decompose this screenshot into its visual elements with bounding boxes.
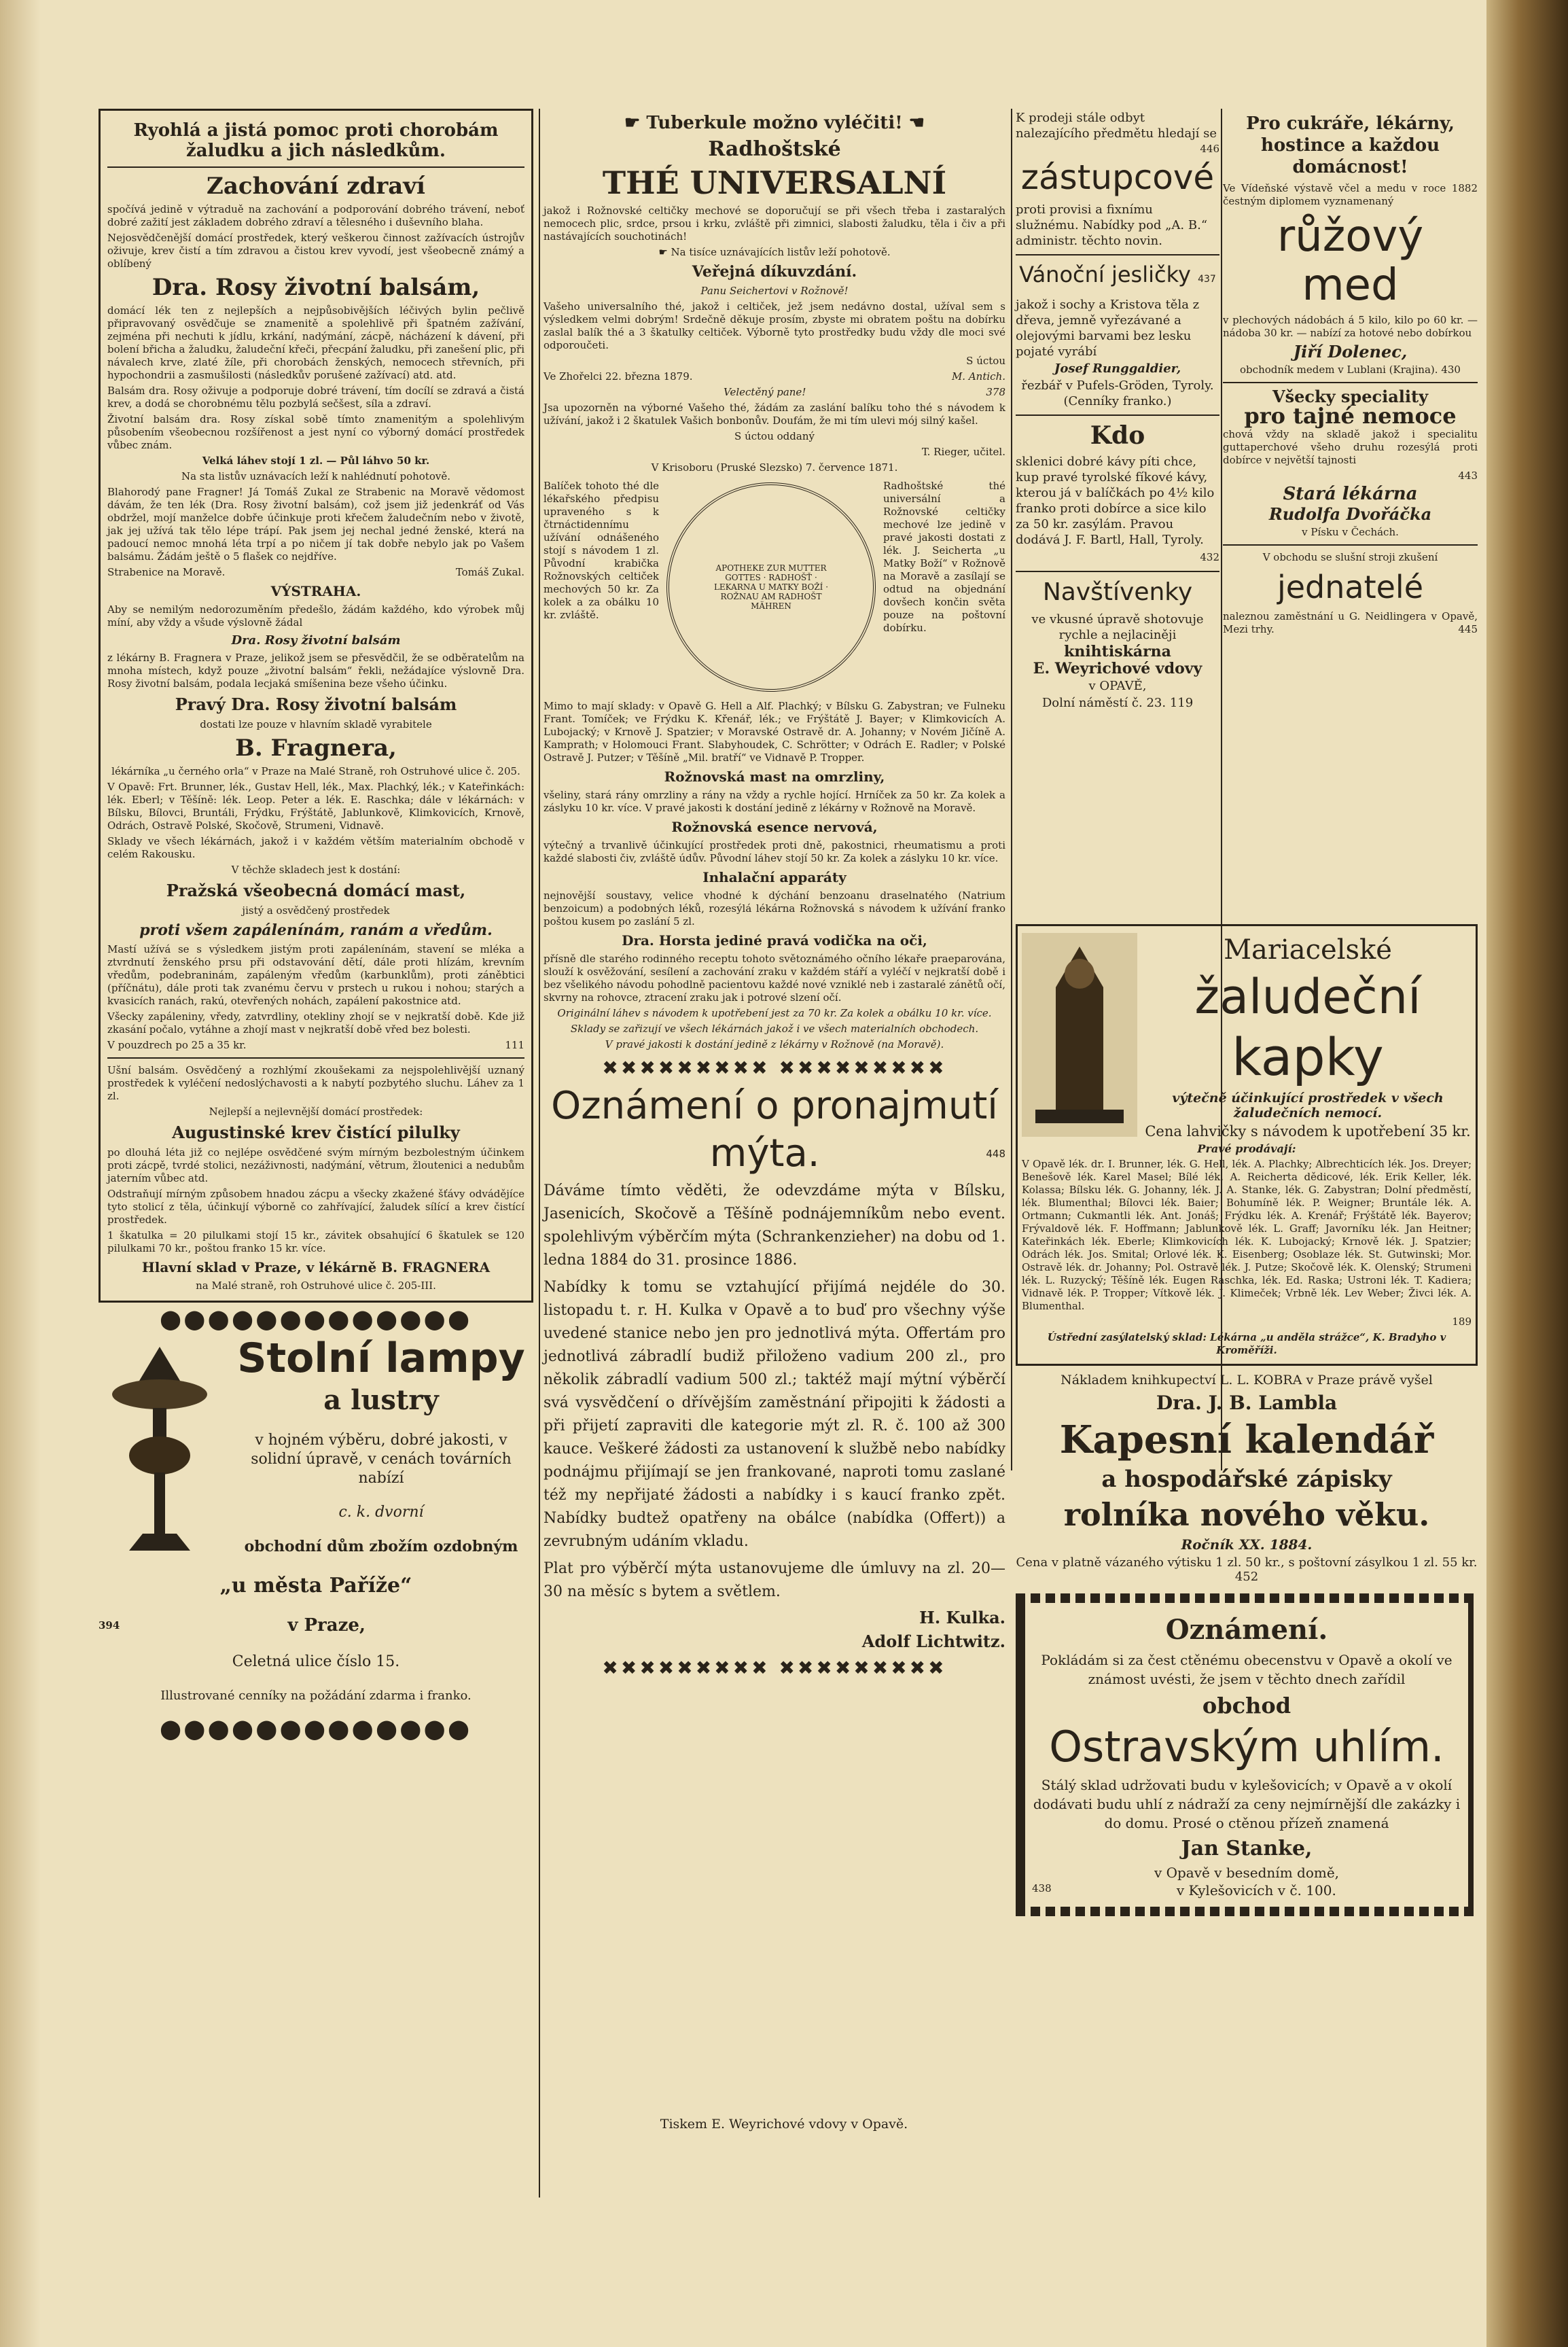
ad-text: Nejlepší a nejlevnější domácí prostředek:: [209, 1106, 423, 1118]
ad-heading: Kdo: [1090, 421, 1145, 450]
product-name: Dra. Rosy životní balsám,: [152, 274, 480, 301]
ad-subheading: Pravé prodávají:: [1197, 1142, 1296, 1155]
ad-heading: Stolní lampy: [237, 1335, 525, 1382]
divider: [107, 1057, 524, 1059]
printer-imprint: [0, 2117, 1568, 2132]
ad-text: ve vkusné úpravě shotovuje rychle a nejlaciněji: [1031, 612, 1204, 642]
divider: [1016, 254, 1219, 255]
testimonial-signature: [107, 566, 524, 579]
price-text: Cena v platně vázaného výtisku 1 zl. 50 kr., s poštovní zásylkou 1 zl. 55 kr.: [1016, 1555, 1478, 1570]
signature: H. Kulka.: [919, 1608, 1005, 1627]
ad-number: 111: [505, 1039, 524, 1051]
sign-place: Strabenice na Moravě.: [107, 566, 226, 578]
testimonial-signature: S úctou: [966, 355, 1005, 367]
ad-number: 189: [1452, 1316, 1472, 1328]
ad-text: Balsám dra. Rosy oživuje a podporuje dobré trávení, tím docílí se zdravá a čistá krev, a dodá se chorobnému tělu pozbylá sečšest, síla a zdraví.: [107, 385, 524, 410]
ad-text: Sklady ve všech lékárnách, jakož i v každém větším materialním obchodě v celém Rakousku.: [107, 835, 524, 860]
ad-lamps: [99, 1336, 533, 1706]
ad-text: V Opavě lék. dr. I. Brunner, lék. G. Hell, lék. A. Plachky; Albrechticích lék. Jos. Dreyer; Benešově lék. Karel Masel; Bílé lék. A. Reichertа dědicové, lék. Erik Keller, lék. Kolassa; Bílsku lék. G. Johanny, lék. J. A. Stanke, lék. G. Zabystran; Dolní předměstí, lék. Blumenthal; Bílovci lék. Baier; Bohumíně lék. P. Weigner; Bruntále lék. A. Ortmann; Cukmantli lék. Ant. Jonáš; Frýdku lék. A. Krenář; Frýštátě lék. Bayerov; Frývaldově lék. F. Hoffmann; Jablunkově lék. L. Graff; Javorníku lék. Jan Heitner; Kateřinkách lék. Eberle; Klimkovicích lék. K. Lubojacký; Krnově lék. J. Spatzier; Odrách lék. Jos. Smital; Orlové lék. K. Eisenberg; Osoblaze lék. St. Gutwinski; Mor. Ostravě lék. dr. Johanny; Pol. Ostravě lék. J. Putze; Skočově lék. K. Olenský; Strumeni lék. L. Ruzycký; Těšíně lék. Eugen Raschka, lék. Ed. Raska; Ustroni lék. T. Kadiera; Vidnavě lék. P. Tropper; Vítkově lék. J. Klimeček; Vrbně lék. Lev Weber; Živci lék. A. Blumenthal.: [1022, 1158, 1472, 1312]
ad-number: 394: [99, 1619, 120, 1631]
ad-text: V těchže skladech jest k dostání:: [231, 864, 401, 876]
author: Dra. J. B. Lambla: [1156, 1392, 1338, 1414]
price: Cena lahvičky s návodem k upotřebení 35 kr.: [1145, 1123, 1471, 1140]
ad-number-line: [1022, 1316, 1472, 1328]
ad-heading: Oznámení.: [1165, 1614, 1328, 1646]
ad-subheading: Inhalační apparáty: [702, 869, 847, 885]
ad-heading: kapky: [1232, 1027, 1384, 1087]
column-3: [1016, 109, 1219, 712]
ad-text: Ve Vídeňské výstavě včel a medu v roce 1882 čestným diplomem vyznamenaný: [1223, 182, 1478, 207]
ad-text: [1032, 1882, 1461, 1899]
signature: Adolf Lichtwitz.: [861, 1631, 1005, 1651]
ad-heading: jednatelé: [1277, 569, 1424, 605]
testimonial-signature: S úctou oddaný: [734, 430, 815, 442]
testimonial-signature: V Krisoboru (Pruské Slezsko) 7. července 1871.: [651, 461, 898, 474]
ad-text: výtečně účinkující prostředek v všech žaludečních nemocí.: [1172, 1091, 1444, 1120]
price: Velká láhev stojí 1 zl. — Půl láhvo 50 kr.: [202, 455, 430, 467]
ad-text: spočívá jedině v výtraduě na zachování a podporování dobrého trávení, neboť dobré zažití jest základem dobrého zdraví a tělesného i duševního blaha.: [107, 203, 524, 228]
price: [1016, 1555, 1478, 1584]
product-name: růžový med: [1277, 211, 1424, 311]
ad-heading: a lustry: [323, 1384, 439, 1416]
ad-text: Plat pro výběrčí mýta ustanovujeme dle úmluvy na zl. 20—30 na měsíc s bytem a světlem.: [544, 1560, 1005, 1600]
pharmacy-seal: [666, 482, 876, 692]
ad-text: Pokládám si za čest ctěnému obecenstvu v Opavě a okolí ve známost uvésti, že jsem v těchto dnech zařídil: [1041, 1652, 1453, 1687]
firm-name: obchodní dům zbožím ozdobným: [244, 1538, 518, 1555]
maker-name: Stará lékárna: [1283, 484, 1418, 504]
divider: [1223, 544, 1478, 546]
ad-text: po dlouhá léta již co nejlépe osvědčené svým mírným bezbolestným účinkem proti zácpě, tvrdé stolici, nezáživnosti, nadýmání, větrum, žloutenici a nedubům jaterním vůbec atd.: [107, 1146, 524, 1184]
testimonial-signature: [544, 370, 1005, 383]
divider: [1223, 382, 1478, 383]
ad-number: 446: [1200, 143, 1219, 155]
ad-heading: [1016, 261, 1219, 293]
ad-text: Radhoštské thé universální a Rožnovské celtičky mechové lze jedině v pravé jakosti dostati z lék. J. Seicherta „u Matky Boží“ v Rožnově na Moravě a zasílají se odtud na objednání dovšech končin světa pouze na poštovní dobírku.: [883, 480, 1005, 634]
divider: [1016, 571, 1219, 572]
ad-heading: THÉ UNIVERSALNÍ: [602, 164, 947, 201]
ad-heading: Zachování zdraví: [207, 173, 425, 200]
ad-text: Panu Seichertovi v Rožnově!: [700, 285, 849, 297]
ad-subheading: obchod: [1202, 1693, 1291, 1718]
ad-text: V pravé jakosti k dostání jedině z lékárny v Rožnově (na Moravě).: [605, 1038, 944, 1051]
ad-text: nejnovější soustavy, velice vhodné k dýchání benzoanu draselnatého (Natrium benzoicum) a podobných léků, rozesýlá lékárna Rožnovská s návodem k užívání franko poštou kusem po zaslání 5 zl.: [544, 889, 1005, 928]
ad-rosy-balsam: [99, 109, 533, 1303]
testimonial: Jsa upozorněn na výborné Vašeho thé, žádám za zaslání balíku toho thé s návodem k užívání, jakož i 2 škatulek Vašich bonbonův. Doufám, že mi tím ulevi mój silný kašel.: [544, 402, 1005, 427]
ad-text: přísně dle starého rodinného receptu tohoto světoznámého očního lékaře praeparována, slouží k osvěžování, sesílení a zachování zraku v každém stáří a vyléčí v nejkratší době i bez všelikého návodu pohodlně pacientovu každé nové vzniklé neb i zastaralé zánětů očí, skvrny na rohovce, ztracení zraku jak i potrové slzení očí.: [544, 953, 1005, 1004]
page-binding-edge: [1486, 0, 1568, 2347]
firm-name: E. Weyrichové vdovy: [1033, 660, 1202, 677]
ad-text: V Opavě: Frt. Brunner, lék., Gustav Hell, lék., Max. Plachký, lék.; v Kateřinkách: lék. Eberl; v Těšíně: lék. Leop. Peter a lék. E. Raschka; dále v lékárnách: v Bílsku, Bílovci, Bruntáli, Frýdku, Frýštátě, Jablunkově, Klimkovicích, Krnově, Odrách, Ostravě Polské, Skočově, Strumeni, Vidnavě.: [107, 781, 524, 832]
ad-number: 437: [1198, 274, 1216, 285]
ad-coal: [1016, 1593, 1478, 1916]
price: [107, 1039, 524, 1052]
ad-text: Ústřední zasýlatelský sklad: Lékárna „u anděla strážce“, K. Bradyho v Kroměříži.: [1047, 1331, 1446, 1356]
ad-number-line: [1016, 549, 1219, 565]
lamp-illustration: [99, 1340, 221, 1564]
ad-subheading: Veřejná díkuvzdání.: [692, 263, 857, 281]
maker-name: B. Fragnera,: [235, 735, 397, 762]
ad-text: [1223, 610, 1478, 636]
address-text: v Kylešovicích v č. 100.: [1176, 1882, 1336, 1899]
ornament-row: ⬤⬤⬤⬤⬤⬤⬤⬤⬤⬤⬤⬤⬤: [160, 1308, 472, 1330]
ad-heading: žaludeční: [1194, 969, 1421, 1025]
ad-footer: Illustrované cenníky na požádání zdarma i franko.: [160, 1689, 471, 1703]
ad-text: Všecky zapáleniny, vředy, zatvrdliny, otekliny zhojí se v nejkratší době. Kde již zkasání počalo, vytáhne a zhojí mast v nejkratší době vřed bez bolesti.: [107, 1010, 524, 1036]
ad-heading: zástupcové: [1020, 158, 1215, 197]
ad-text: v Opavě v besedním domě,: [1154, 1865, 1340, 1881]
seal-text: APOTHEKE ZUR MUTTER GOTTES · RADHOŠŤ · LEKARNA U MATKY BOŽÍ · ROŽNAU AM RADHOŠT MÄHREN: [713, 563, 829, 611]
ad-heading: Ostravským uhlím.: [1049, 1722, 1444, 1771]
ad-number: 452: [1234, 1570, 1259, 1584]
ad-heading: pro tajné nemoce: [1244, 403, 1457, 429]
ad-heading: Augustinské krev čistící pilulky: [172, 1123, 460, 1142]
ad-text: výtečný a trvanlivě účinkující prostředek proti dně, pakostnici, rheumatismu a proti každé slabosti čiv, zvláště údův. Původní láhev stojí 50 kr. Za kolek a záslyku 10 kr. více.: [544, 839, 1005, 864]
sign-name: M. Antich.: [951, 370, 1005, 383]
ad-number: 432: [1200, 551, 1219, 563]
price: 1 škatulka = 20 pilulkami stojí 15 kr., závitek obsahující 6 škatulek se 120 pilulkami 70 kr., poštou franko 15 kr. více.: [107, 1229, 524, 1254]
ad-text: Stálý sklad udržovati budu v kylešovicích; v Opavě a v okolí dodávati budu uhlí z nádraží za ceny nejmírnější dle zakázky i do domu. Prosé o ctěnou přízeň znamená: [1033, 1777, 1461, 1831]
divider: [1016, 414, 1219, 416]
firm-address: Celetná ulice číslo 15.: [232, 1653, 400, 1670]
ad-heading: Radhoštské: [708, 137, 841, 161]
firm-city: [99, 1616, 533, 1635]
ad-text: Na sta listův uznávacích leží k nahlédnutí pohotově.: [181, 470, 451, 482]
ad-text: lékárníka „u černého orla“ v Praze na Malé Straně, roh Ostruhové ulice č. 205.: [111, 765, 520, 777]
ad-subheading: Rožnovská mast na omrzliny,: [664, 769, 885, 785]
ad-text: v hojném výběru, dobré jakosti, v solidní úpravě, v cenách továrních nabízí: [251, 1432, 512, 1487]
ad-heading: a hospodářské zápisky: [1101, 1466, 1392, 1493]
testimonial: Blahorodý pane Fragner! Já Tomáš Zukal ze Strabenic na Moravě vědomost dávám, že ten lék (Dra. Rosy životní balsám), což jsem již jedenkráť od Vás obdržel, mojí manželce dobře účinkuje proti křečem žaludečním nebo v životě, jak jej užívá tak tělo lépe trápí. Pak jsem jej nechal jedné ženské, která na padoucí nemoc mnohá léta trpí a po ničem jí tak dobře nebylo jak po Vašem balsámu. Žádám ještě o 5 flašek co nejdříve.: [107, 486, 524, 563]
ad-text-inline: Na tisíce uznávajících listův leží pohotově.: [671, 246, 891, 258]
ad-number: 448: [986, 1148, 1005, 1160]
ad-toll-lease: [544, 1084, 1005, 1651]
column-1: [99, 109, 533, 1746]
ad-text-inline: naleznou zaměstnání u G. Neidlingera v Opavě, Mezi trhy.: [1223, 610, 1478, 635]
ad-text: Ročník XX. 1884.: [1181, 1536, 1313, 1553]
ad-text: jakož i Rožnovské celtičky mechové se doporučují se při všech třeba i zastaralých nemocech plic, srdce, prsou i krku, zvláště při zimnici, slabosti žaludku, těla i čiv a při nastávajících souchotinách!: [544, 205, 1005, 243]
warning-heading: VÝSTRAHA.: [270, 583, 361, 599]
testimonial-signature: T. Rieger, učitel.: [921, 446, 1005, 458]
ad-text: z lékárny B. Fragnera v Praze, jelikož jsem se přesvědčil, že se odběratelům na mnoha místech, když pouze „životní balsám“ řekli, nežádajíce výslovně Dra. Rosy životní balsám, podala lecjaká smíšenina beze všeho účinku.: [107, 652, 524, 690]
ornament-row: ✖✖✖✖✖✖✖✖✖ ✖✖✖✖✖✖✖✖✖: [602, 1057, 947, 1079]
ad-number: 443: [1458, 470, 1478, 482]
ad-text: Nejosvědčenější domácí prostředek, který veškerou činnost zažívacích ústrojův oživuje, krev čistí a tím zdravou a čistou krev vyvodí, jest všeobecně známý a oblíbený: [107, 232, 524, 270]
ad-heading: Pražská všeobecná domácí mast,: [166, 881, 466, 900]
ad-text: Sklady se zařizují ve všech lékárnách jakož i ve všech materialních obchodech.: [570, 1023, 979, 1035]
ad-text-inline: obchodník medem v Lublani (Krajina).: [1240, 364, 1438, 376]
ad-text: Originální láhev s návodem k upotřebení jest za 70 kr. Za kolek a obálku 10 kr. více.: [557, 1007, 992, 1019]
ad-heading: proti všem zapálenínám, ranám a vředům.: [139, 921, 493, 939]
divider: [107, 166, 524, 168]
ad-text: Mimo to mají sklady: v Opavě G. Hell a Alf. Plachký; v Bílsku G. Zabystran; ve Fulneku Frant. Tomíček; ve Frýdku K. Křenář, lék.; ve Frýštátě J. Bayer; v Klimkovicích A. Lubojacký; v Krnově J. Spatzier; v Moravské Ostravě dr. A. Johanny; v Novém Jičíně A. Kamprath; v Holomouci Frant. Slabyhoudek, C. Schrötter; v Odrách E. Radler; v Polské Ostravě J. Putzer; v Těšíně „Mil. bratří“ ve Vidnavě P. Tropper.: [544, 700, 1005, 764]
ad-text: v Písku v Čechách.: [1302, 526, 1399, 538]
tea-seal-block: [544, 477, 1005, 697]
ad-text: Mastí užívá se s výsledkem jistým proti zapálenínám, stavení se mléka a ztvrdnutí ženského prsu při odstavování dětí, dále proti hlízám, krevním vředům, podebraninám, zapáleným vředům (karbunklům), proti záněbtici (příčnátu), dále proti tak zvanému červu v prstech u rukou i nohou; starých a kvasicích ranách, rakú, otevřených nohách, zapálení pakostnice atd.: [107, 943, 524, 1007]
column-4: [1223, 109, 1478, 639]
ad-text: sklenici dobré kávy píti chce, kup pravé tyrolské fíkové kávy, kterou já v balíčkách po 4½ kilo franko proti dobírce a sice kilo za 50 kr. zasýlám. Pravou dodává J. F. Bartl, Hall, Tyroly.: [1016, 455, 1215, 547]
ad-heading: Pro cukráře, lékárny, hostince a každou domácnost!: [1246, 113, 1455, 177]
ad-heading: [544, 1132, 1005, 1176]
ad-subheading: Rožnovská esence nervová,: [671, 819, 878, 835]
ad-text: jakož i sochy a Kristova těla z dřeva, jemně vyřezávané a olejovými barvami bez lesku pojaté vyrábí: [1016, 298, 1200, 359]
ad-text: Nákladem knihkupectví L. L. KOBRA v Praze právě vyšel: [1061, 1373, 1433, 1388]
firm-city-text: v Praze,: [287, 1615, 366, 1636]
heading-text: Tuberkule možno vyléčiti!: [646, 113, 903, 133]
ad-text: řezbář v Pufels-Gröden, Tyroly. (Cenníky franko.): [1021, 378, 1214, 408]
ad-heading: [544, 113, 1005, 133]
maker-name: Jiří Dolenec,: [1293, 342, 1408, 361]
ad-text: Balíček tohoto thé dle lékařského předpisu upraveného s k čtrnáctidennímu užívání odnášeného stojí s návodem 1 zl. Původní krabička Rožnovských celtiček mechových 50 kr. Za kolek a za obálku 10 kr. zvláště.: [544, 480, 659, 621]
ad-heading: Všecky speciality: [1272, 387, 1429, 406]
madonna-illustration: [1022, 933, 1137, 1137]
column-rule: [539, 109, 540, 2198]
ad-text: v plechových nádobách á 5 kilo, kilo po 60 kr. — nádoba 30 kr. — nabízí za hotové nebo dobírkou: [1223, 314, 1478, 339]
ad-heading: rolníka nového věku.: [1063, 1496, 1430, 1533]
ad-text: [1223, 364, 1478, 376]
sign-name: Tomáš Zukal.: [455, 566, 524, 578]
testimonial: Vašeho universalního thé, jakož i celtiček, jež jsem nedávno dostal, užíval sem s výsledkem velmi dobrým! Srdečně děkuje prosím, zbyste mi obratem poštu na dobírku zaslal balík thé a 3 škatulky celtiček. Výborně tyto prostředky budu vždy dle moci své odporoučeti.: [544, 300, 1005, 351]
ad-text: [544, 246, 1005, 259]
pointing-hand-icon: ☚: [902, 113, 925, 133]
heading-text: Vánoční jesličky: [1019, 262, 1191, 287]
maker-name: Rudolfa Dvořáčka: [1268, 504, 1432, 524]
ornament-row: ⬤⬤⬤⬤⬤⬤⬤⬤⬤⬤⬤⬤⬤: [160, 1718, 472, 1740]
ad-heading: Kapesní kalendář: [1059, 1417, 1434, 1462]
ad-text: dostati lze pouze v hlavním skladě vyrabitele: [200, 718, 432, 730]
ad-number-line: [1223, 470, 1478, 482]
ad-number: 119: [1169, 696, 1194, 710]
page-left-shadow: [0, 0, 41, 2347]
heading-text: mýta.: [709, 1131, 820, 1176]
imprint-text: Tiskem E. Weyrichové vdovy v Opavě.: [660, 2117, 908, 2132]
signature: Jan Stanke,: [1181, 1837, 1313, 1860]
ad-text: chová vždy na skladě jakož i specialitu guttaperchové všeho druhu rozesýlá proti dobírce v největší tajnosti: [1223, 428, 1478, 466]
price-text: V pouzdrech po 25 a 35 kr.: [107, 1039, 247, 1051]
ad-number: 438: [1032, 1882, 1052, 1894]
ad-text: Životní balsám dra. Rosy získal sobě tímto znamenitým a spolehlivým působením všeobecnou rozšířenost a jest nyní co výborný domácí prostředek vůbec znám.: [107, 413, 524, 451]
ad-text: Dáváme tímto věděti, že odevzdáme mýta v Bílsku, Jasenicích, Skočově a Těšíně podnájemníkům nebo event. spolehlivým výběrčím mýta (Schrankenzieher) na dobu od 1. ledna 1884 do 31. prosince 1886.: [544, 1182, 1005, 1269]
ad-text: Aby se nemilým nedorozuměním předešlo, žádám každého, kdo výrobek můj míní, aby vždy a všude výslovně žádal: [107, 603, 524, 629]
ad-text: [1016, 110, 1219, 155]
ad-heading: Mariacelské: [1224, 934, 1392, 966]
firm-city: v OPAVĚ,: [1088, 679, 1147, 693]
ad-text: Dra. Rosy životní balsám: [231, 633, 401, 648]
ad-text: Odstraňují mírným způsobem hnadou zácpu a všecky zkažené šťávy odvádějíce tyto stolicí z těla, účinkují výborně co zahřívající, žaludek sílící a krev čistící prostředek.: [107, 1188, 524, 1226]
ad-ear-balsam: Ušní balsám. Osvědčený a rozhlýmí zkoušekami za nejspolehlivější uznaný prostředek k vyléčení nedoslýchavosti a k nabytí pozbytého sluchu. Láhev za 1 zl.: [107, 1064, 524, 1102]
pointing-hand-icon: ☛: [658, 246, 671, 258]
ad-text-inline: K prodeji stále odbyt nalezajícího předmětu hledají se: [1016, 111, 1217, 141]
ad-number: 430: [1441, 364, 1461, 376]
ad-footer-address: na Malé straně, roh Ostruhové ulice č. 205-III.: [196, 1280, 436, 1292]
testimonial-salutation: [544, 386, 1005, 399]
ad-text: V obchodu se slušní stroji zkušení: [1262, 551, 1438, 563]
column-rule: [1011, 109, 1012, 1470]
ad-title: Ryohlá a jistá pomoc proti chorobám žaludku a jich následkům.: [133, 120, 499, 161]
ad-stomach-drops: [1016, 924, 1478, 1366]
ad-calendar: [1016, 1373, 1478, 1584]
maker-name: Josef Runggaldier,: [1054, 361, 1181, 376]
ad-heading: Navštívenky: [1042, 578, 1193, 606]
firm-name: knihtiskárna: [1064, 643, 1171, 660]
ad-text: domácí lék ten z nejlepších a nejpůsobivějších léčivých bylin pečlivě připravovaný osvědčuje se znamenitě a spolehlivě při špatném zažívání, zejména při nechuti k jídlu, krkání, nadýmání, zácpě, nácházení k dávení, při bolení břicha a žaludku, žaludeční křeči, přecpání žaludku, při zanešení plic, při návalech krve, zlaté žíle, při chorobách ženských, nemocech střevních, při hypochondrii a zasmušilosti (následkův porušené zažívací) atd. atd.: [107, 304, 524, 381]
ad-number: 378: [986, 386, 1005, 398]
right-wide-area: [1016, 924, 1478, 1916]
firm-name: „u města Paříže“: [219, 1574, 412, 1598]
ad-footer: Hlavní sklad v Praze, v lékárně B. FRAGNERA: [141, 1259, 491, 1275]
ad-text: všeliny, stará rány omrzliny a rány na vždy a rychle hojící. Hrníček za 50 kr. Za kolek a záslyku 10 kr. více. V pravé jakosti k dostání jedině z lékárny v Rožnově na Moravě.: [544, 789, 1005, 814]
ad-subheading: Dra. Horsta jediné pravá vodička na oči,: [622, 932, 927, 949]
ad-number: 445: [1458, 623, 1478, 635]
address-text: Dolní náměstí č. 23.: [1041, 696, 1166, 710]
ad-heading: Oznámení o pronajmutí: [551, 1084, 998, 1128]
ad-text: jistý a osvědčený prostředek: [242, 904, 390, 917]
ad-text: proti provisi a fixnímu služnému. Nabídky pod „A. B.“ administr. těchto novin.: [1016, 202, 1208, 248]
ornament-row: ✖✖✖✖✖✖✖✖✖ ✖✖✖✖✖✖✖✖✖: [602, 1657, 947, 1679]
ad-text: Nabídky k tomu se vztahující přijímá nejdéle do 30. listopadu t. r. H. Kulka v Opavě a to buď pro všechny výše uvedené stanice nebo jen pro jednotlivá mýta. Offertám pro jednotlivá zábradlí budiž přiloženo vadium 200 zl., pro několik zábradlí vadium 500 zl.; taktéž mají mýtní výběrčí svá vysvědčení o dřívějším zaměstnání připojiti k žádosti a při přijetí zapraviti dle kategorie mýt zl. R. č. 100 až 300 kauce. Veškeré žádosti za ustanovení k službě nebo nabídky podnájmu přijímají se jen frankované, naproti tomu zaslané též my nepřijaté žádosti a nabídky i s kaucí franko zpět. Nabídky budtež opatřeny na obálce (nabídka (Offert)) a zevrubným udáním vkladu.: [544, 1279, 1005, 1550]
salutation-text: Velectěný pane!: [724, 386, 806, 398]
sign-place: Ve Zhořelci 22. března 1879.: [544, 370, 693, 383]
ad-subheading: Pravý Dra. Rosy životní balsám: [175, 694, 457, 714]
column-2: [544, 109, 1005, 1684]
ad-text: c. k. dvorní: [338, 1504, 424, 1521]
pointing-hand-icon: ☛: [624, 113, 647, 133]
firm-address: [1016, 695, 1219, 711]
